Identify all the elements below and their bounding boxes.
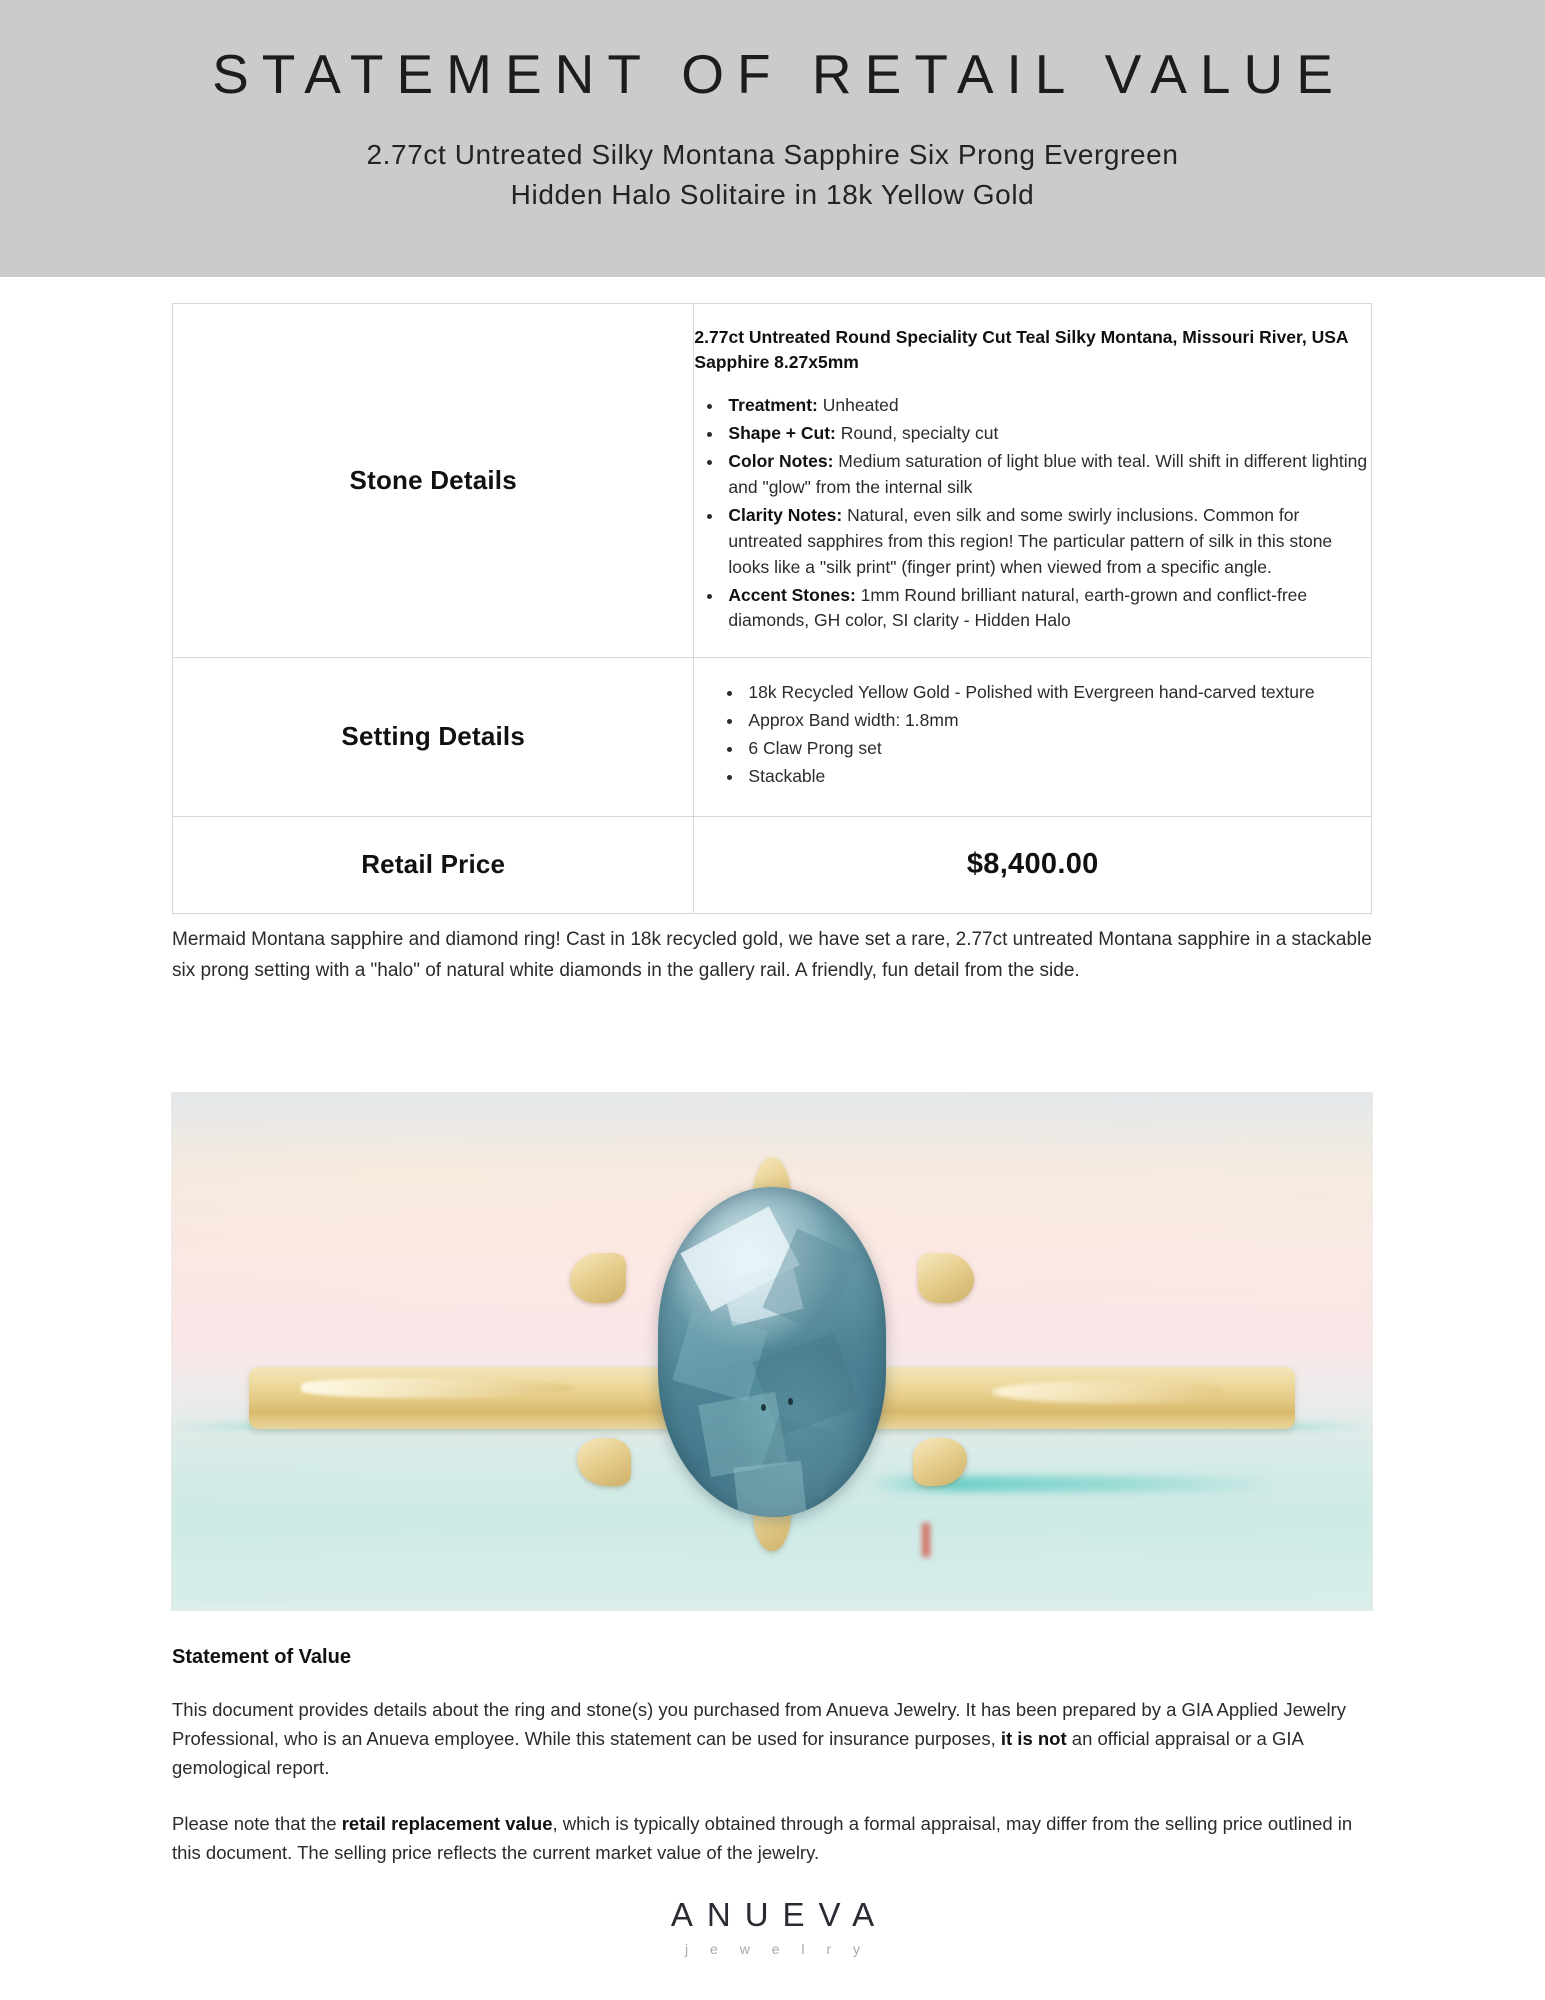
brand-logo-wordmark: ANUEVA	[670, 1896, 889, 1933]
stone-value-heading: 2.77ct Untreated Round Speciality Cut Teal Silky Montana, Missouri River, USA Sapphire 8.27x5mm	[694, 326, 1348, 372]
bullet-text: Natural, even silk and some swirly inclusions. Common for untreated sapphires from this region! The particular pattern of silk in this stone looks like a "silk print" (finger print) when viewed from a specific angle.	[728, 504, 1333, 577]
product-description: Mermaid Montana sapphire and diamond ring! Cast in 18k recycled gold, we have set a rare, 2.77ct untreated Montana sapphire in a stackable six prong setting with a "halo" of natural white diamonds in the gallery rail. A friendly, fun detail from the side.	[172, 929, 1372, 981]
row-value-stone-details	[694, 304, 1372, 658]
list-item: • Stackable	[744, 764, 1345, 790]
list-item	[724, 583, 1371, 635]
gem-facet	[672, 1309, 767, 1400]
page-subtitle-line-1: 2.77ct Untreated Silky Montana Sapphire Six Prong Evergreen	[366, 138, 1179, 170]
paragraph-1-emphasis: it is not	[1000, 1728, 1067, 1750]
paragraph-2-part-a: Please note that the	[172, 1812, 342, 1834]
gem-inclusion	[761, 1404, 766, 1411]
photo-background-red-accent	[922, 1523, 930, 1557]
bullet-text: Round, specialty cut	[835, 423, 999, 444]
paragraph-1-part-b: an official appraisal or a GIA gemological report.	[172, 1728, 1303, 1779]
ring-photograph	[171, 1092, 1373, 1611]
sapphire-gemstone	[658, 1187, 886, 1517]
paragraph-2-emphasis: retail replacement value	[341, 1812, 553, 1834]
bullet-term: Color Notes:	[728, 451, 834, 472]
bullet-text: 1mm Round brilliant natural, earth-grown and conflict-free diamonds, GH color, SI clarity - Hidden Halo	[728, 584, 1308, 631]
details-table	[172, 303, 1372, 914]
bullet-term: Accent Stones:	[728, 584, 856, 605]
bullet-text: Medium saturation of light blue with teal. Will shift in different lighting and "glow" from the internal silk	[728, 451, 1368, 498]
list-item	[724, 503, 1371, 581]
page-subtitle	[323, 135, 1223, 216]
gem-facet	[733, 1460, 807, 1516]
list-item	[724, 421, 1371, 447]
brand-logo	[0, 1896, 1545, 1957]
setting-bullet-list	[714, 680, 1345, 790]
statement-paragraph-1	[172, 1695, 1372, 1783]
statement-of-value-heading: Statement of Value	[172, 1646, 351, 1668]
list-item: • 18k Recycled Yellow Gold - Polished with Evergreen hand-carved texture	[744, 680, 1345, 706]
row-label-setting-details: Setting Details	[173, 658, 694, 817]
list-item	[724, 393, 1371, 419]
document-header-band	[0, 0, 1545, 277]
paragraph-2-part-b: , which is typically obtained through a formal appraisal, may differ from the selling price outlined in this document. The selling price reflects the current market value of the jewelry.	[172, 1812, 1353, 1863]
prong-upper-left	[570, 1253, 626, 1303]
statement-of-value-section	[172, 1646, 1372, 1893]
list-item	[724, 449, 1371, 501]
table-row-retail-price	[173, 816, 1372, 913]
row-value-setting-details	[694, 658, 1372, 817]
bullet-text: Unheated	[817, 395, 899, 416]
statement-paragraph-2	[172, 1809, 1372, 1867]
list-item: • 6 Claw Prong set	[744, 736, 1345, 762]
bullet-term: Treatment:	[728, 395, 818, 416]
list-item: • Approx Band width: 1.8mm	[744, 708, 1345, 734]
table-row-setting-details	[173, 658, 1372, 817]
row-label-stone-details: Stone Details	[173, 304, 694, 658]
bullet-term: Shape + Cut:	[728, 423, 836, 444]
bullet-term: Clarity Notes:	[728, 504, 843, 525]
row-label-retail-price: Retail Price	[173, 816, 694, 913]
page-subtitle-line-2: Hidden Halo Solitaire in 18k Yellow Gold	[510, 179, 1035, 211]
brand-logo-tagline: j e w e l r y	[685, 1941, 869, 1957]
paragraph-1-part-a: This document provides details about the ring and stone(s) you purchased from Anueva Jewelry. It has been prepared by a GIA Applied Jewelry Professional, who is an Anueva employee. While this statement can be used for insurance purposes,	[172, 1699, 1347, 1750]
table-row-stone-details	[173, 304, 1372, 658]
page-title: STATEMENT OF RETAIL VALUE	[212, 43, 1346, 105]
retail-price-value: $8,400.00	[694, 816, 1372, 913]
stone-bullet-list	[694, 393, 1371, 634]
prong-upper-right	[918, 1253, 974, 1303]
